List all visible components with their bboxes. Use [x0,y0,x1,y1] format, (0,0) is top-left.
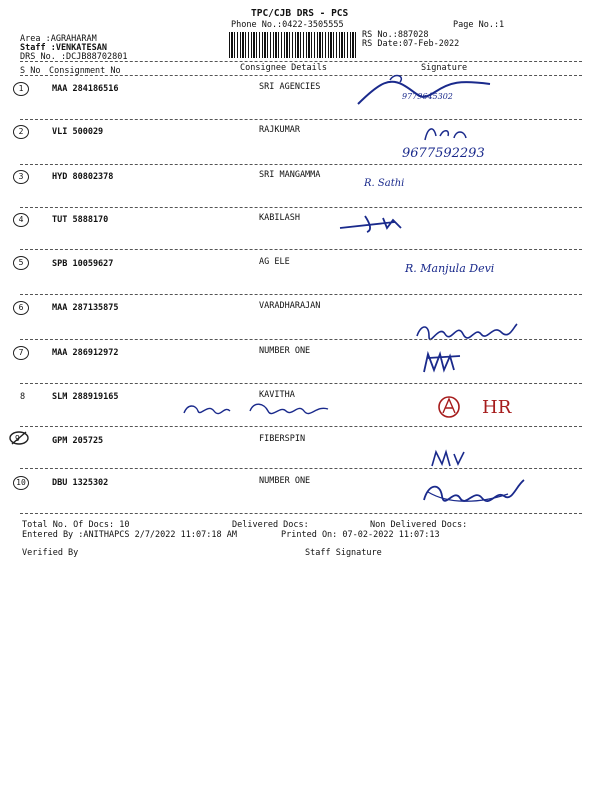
rs-number: RS No.:887028 [362,30,429,40]
row-1-consignment: MAA 284186516 [52,84,119,94]
row-4-consignment: TUT 5888170 [52,215,109,225]
row-8-signature-note: HR [482,397,512,418]
row-2-consignee: RAJKUMAR [259,125,300,135]
row-8-consignee: KAVITHA [259,390,295,400]
row-2-signature-note: 9677592293 [402,146,485,161]
row-10-consignment: DBU 1325302 [52,478,109,488]
staff-label: Staff :VENKATESAN [20,43,107,53]
row-7-consignee: NUMBER ONE [259,346,311,356]
row-divider [20,164,582,165]
row-divider [20,249,582,250]
row-8-consignment: SLM 288919165 [52,392,119,402]
row-10-sno: 10 [13,476,29,490]
row-1-sno: 1 [13,82,29,96]
area-label: Area :AGRAHARAM [20,34,97,44]
row-divider [20,426,582,427]
row-1-signature-note: 9779645302 [402,92,453,101]
row-4-sno: 4 [13,213,29,227]
row-2-consignment: VLI 500029 [52,127,104,137]
barcode [229,32,357,58]
row-9-consignment: GPM 205725 [52,436,104,446]
row-6-sno: 6 [13,301,29,315]
row-9-signature-scribble [428,446,468,470]
row-6-consignee: VARADHARAJAN [259,301,321,311]
col-header-signature: Signature [421,63,468,73]
row-3-signature-note: R. Sathi [364,178,405,189]
row-1-consignee: SRI AGENCIES [259,82,321,92]
col-header-consignment: Consignment No [49,66,121,76]
verified-by: Verified By [22,548,79,558]
row-10-signature-scribble [418,470,528,510]
entered-by: Entered By :ANITHAPCS 2/7/2022 11:07:18 AM [22,530,237,540]
rs-date: RS Date:07-Feb-2022 [362,39,460,49]
row-9-sno: 9 [15,434,20,443]
row-divider [20,339,582,340]
row-2-signature-scribble [420,122,480,144]
delivered-docs: Delivered Docs: [232,520,309,530]
row-divider [20,207,582,208]
total-docs: Total No. Of Docs: 10 [22,520,130,530]
row-divider [20,294,582,295]
drs-number: DRS No. :DCJB88702801 [20,52,128,62]
row-6-consignment: MAA 287135875 [52,303,119,313]
row-5-signature-note: R. Manjula Devi [405,262,495,275]
row-5-consignee: AG ELE [259,257,290,267]
row-3-consignment: HYD 80802378 [52,172,114,182]
row-5-sno: 5 [13,256,29,270]
row-8-signature-stamp [435,393,463,421]
row-divider [20,383,582,384]
staff-signature: Staff Signature [305,548,382,558]
printed-on: Printed On: 07-02-2022 11:07:13 [281,530,440,540]
row-divider [20,468,582,469]
document-title: TPC/CJB DRS - PCS [251,8,349,19]
row-2-sno: 2 [13,125,29,139]
row-7-sno: 7 [13,346,29,360]
row-4-signature-scribble [335,212,415,234]
row-3-consignee: SRI MANGAMMA [259,170,321,180]
non-delivered-docs: Non Delivered Docs: [370,520,468,530]
row-7-signature-scribble [420,348,470,376]
row-9-consignee: FIBERSPIN [259,434,306,444]
row-4-consignee: KABILASH [259,213,300,223]
row-5-consignment: SPB 10059627 [52,259,114,269]
row-3-sno: 3 [13,170,29,184]
row-8-signature-scribble [180,395,340,421]
row-7-consignment: MAA 286912972 [52,348,119,358]
col-header-consignee: Consignee Details [240,63,327,73]
row-divider [20,119,582,120]
row-10-consignee: NUMBER ONE [259,476,311,486]
phone-number: Phone No.:0422-3505555 [231,20,344,30]
row-8-sno: 8 [20,392,26,402]
page-number: Page No.:1 [453,20,505,30]
table-end-divider [20,513,582,514]
col-header-sno: S No [20,66,41,76]
header-divider-top [20,61,582,62]
